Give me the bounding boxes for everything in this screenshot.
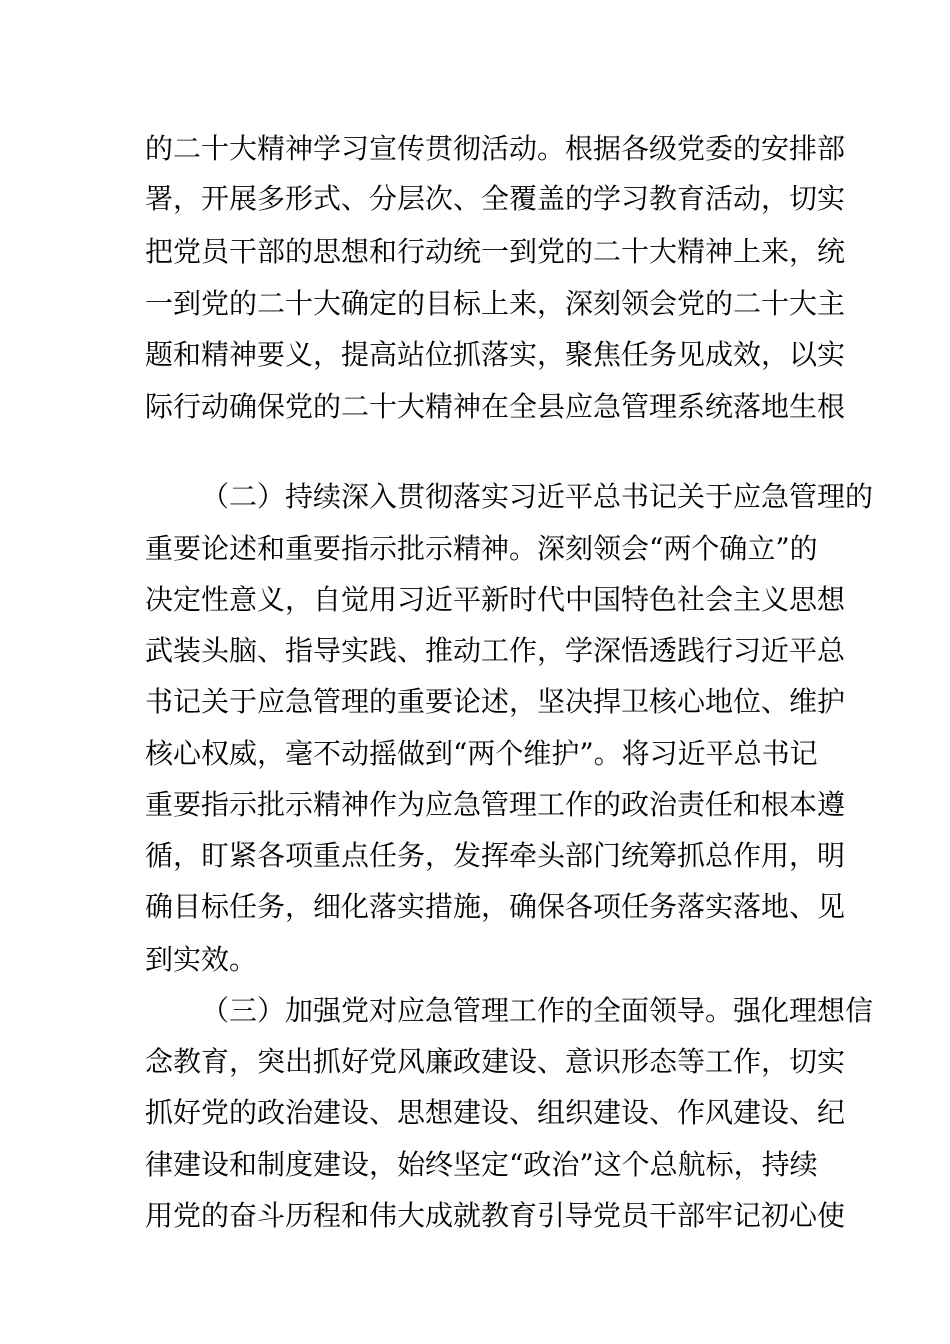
text-line: 核心权威，毫不动摇做到“两个维护”。将习近平总书记: [145, 737, 818, 770]
text-line: 武装头脑、指导实践、推动工作，学深悟透践行习近平总: [145, 634, 846, 667]
text-line: 一到党的二十大确定的目标上来，深刻领会党的二十大主: [145, 287, 846, 320]
text-line: 的二十大精神学习宣传贯彻活动。根据各级党委的安排部: [145, 132, 846, 165]
text-line: 把党员干部的思想和行动统一到党的二十大精神上来，统: [145, 235, 846, 268]
text-line: 书记关于应急管理的重要论述，坚决捍卫核心地位、维护: [145, 685, 846, 718]
text-line: 际行动确保党的二十大精神在全县应急管理系统落地生根: [145, 390, 846, 423]
text-line: 用党的奋斗历程和伟大成就教育引导党员干部牢记初心使: [145, 1199, 846, 1232]
text-line: （二）持续深入贯彻落实习近平总书记关于应急管理的: [201, 480, 874, 513]
text-line: 重要指示批示精神作为应急管理工作的政治责任和根本遵: [145, 788, 846, 821]
text-line: 律建设和制度建设，始终坚定“政治”这个总航标，持续: [145, 1148, 818, 1181]
text-line: 确目标任务，细化落实措施，确保各项任务落实落地、见: [145, 890, 846, 923]
text-line: 抓好党的政治建设、思想建设、组织建设、作风建设、纪: [145, 1096, 846, 1129]
text-line: 循，盯紧各项重点任务，发挥牵头部门统筹抓总作用，明: [145, 839, 846, 872]
text-line: 到实效。: [145, 943, 258, 976]
text-line: 念教育，突出抓好党风廉政建设、意识形态等工作，切实: [145, 1045, 846, 1078]
text-line: 署，开展多形式、分层次、全覆盖的学习教育活动，切实: [145, 182, 846, 215]
text-line: （三）加强党对应急管理工作的全面领导。强化理想信: [201, 994, 874, 1027]
text-line: 决定性意义，自觉用习近平新时代中国特色社会主义思想: [145, 583, 846, 616]
text-line: 重要论述和重要指示批示精神。深刻领会“两个确立”的: [145, 532, 818, 565]
text-line: 题和精神要义，提高站位抓落实，聚焦任务见成效，以实: [145, 338, 846, 371]
